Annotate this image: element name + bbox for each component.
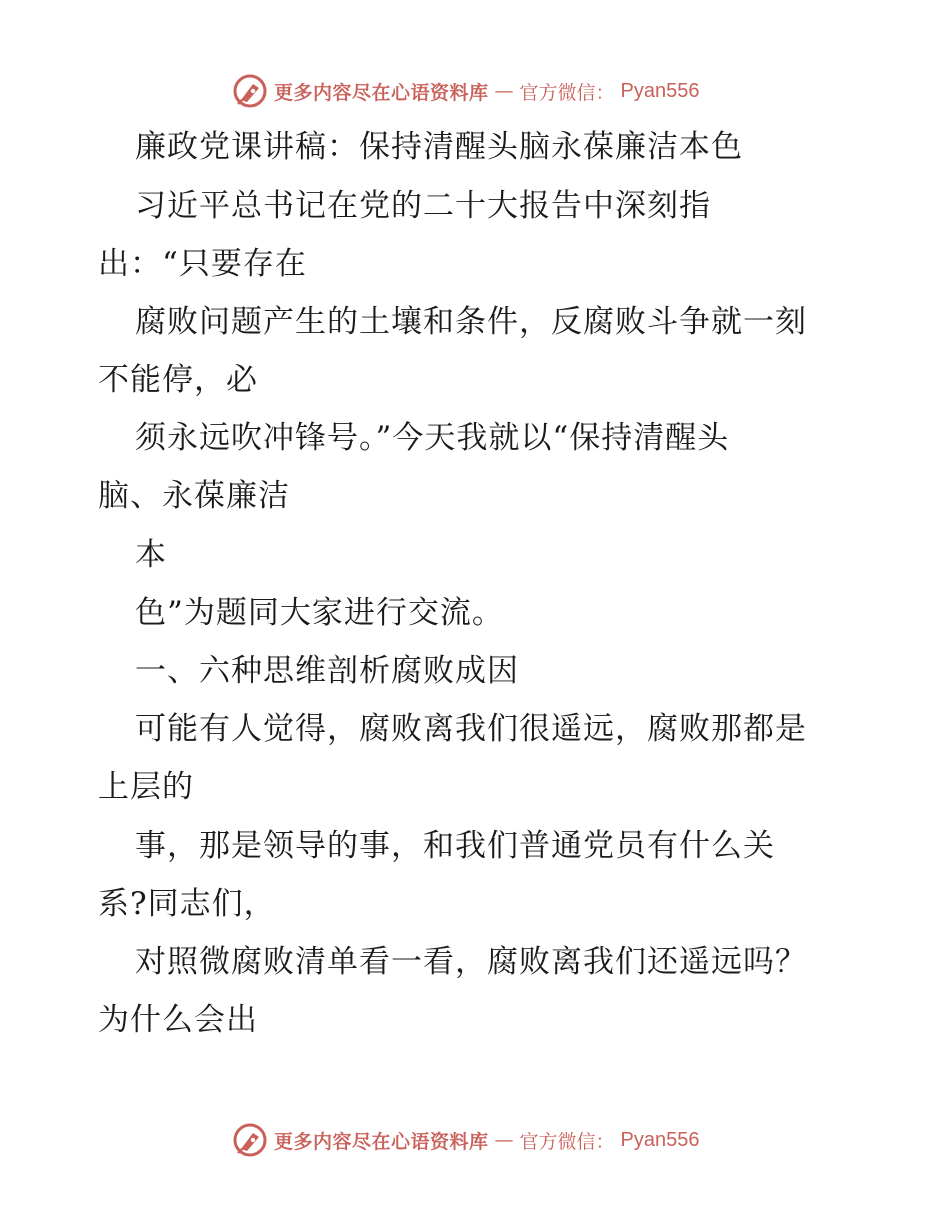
paragraph-line: 须永远吹冲锋号。”今天我就以“保持清醒头	[135, 420, 730, 456]
document-title: 廉政党课讲稿：保持清醒头脑永葆廉洁本色	[135, 129, 743, 165]
header-banner	[232, 71, 700, 111]
paragraph-line: 上层的	[98, 769, 194, 805]
paragraph-line: 出：“只要存在	[98, 246, 307, 282]
banner-separator: —	[494, 1129, 514, 1151]
footer-banner	[232, 1120, 700, 1160]
pen-nib-logo-icon	[232, 73, 268, 109]
paragraph-line: 腐败问题产生的土壤和条件，反腐败斗争就一刻	[135, 304, 807, 340]
paragraph-line: 可能有人觉得，腐败离我们很遥远，腐败那都是	[135, 711, 807, 747]
paragraph-line: 脑、永葆廉洁	[98, 478, 290, 514]
banner-separator: —	[494, 80, 514, 102]
paragraph-line: 色”为题同大家进行交流。	[135, 595, 504, 631]
banner-wechat-handle: Pyan556	[620, 1128, 700, 1151]
paragraph-line: 为什么会出	[98, 1002, 258, 1038]
paragraph-line: 本	[135, 537, 167, 573]
banner-site-name: 更多内容尽在心语资料库	[274, 1130, 489, 1153]
section-heading: 一、六种思维剖析腐败成因	[135, 653, 519, 689]
pen-nib-logo-icon	[232, 1122, 268, 1158]
banner-contact-label: 官方微信：	[519, 1130, 615, 1153]
banner-contact-label: 官方微信：	[519, 81, 615, 104]
paragraph-line: 事，那是领导的事，和我们普通党员有什么关	[135, 828, 775, 864]
paragraph-line: 系?同志们，	[98, 886, 276, 922]
paragraph-line: 不能停，必	[98, 362, 258, 398]
banner-wechat-handle: Pyan556	[620, 79, 700, 102]
paragraph-line: 习近平总书记在党的二十大报告中深刻指	[135, 188, 711, 224]
banner-site-name: 更多内容尽在心语资料库	[274, 81, 489, 104]
paragraph-line: 对照微腐败清单看一看，腐败离我们还遥远吗？	[135, 944, 807, 980]
